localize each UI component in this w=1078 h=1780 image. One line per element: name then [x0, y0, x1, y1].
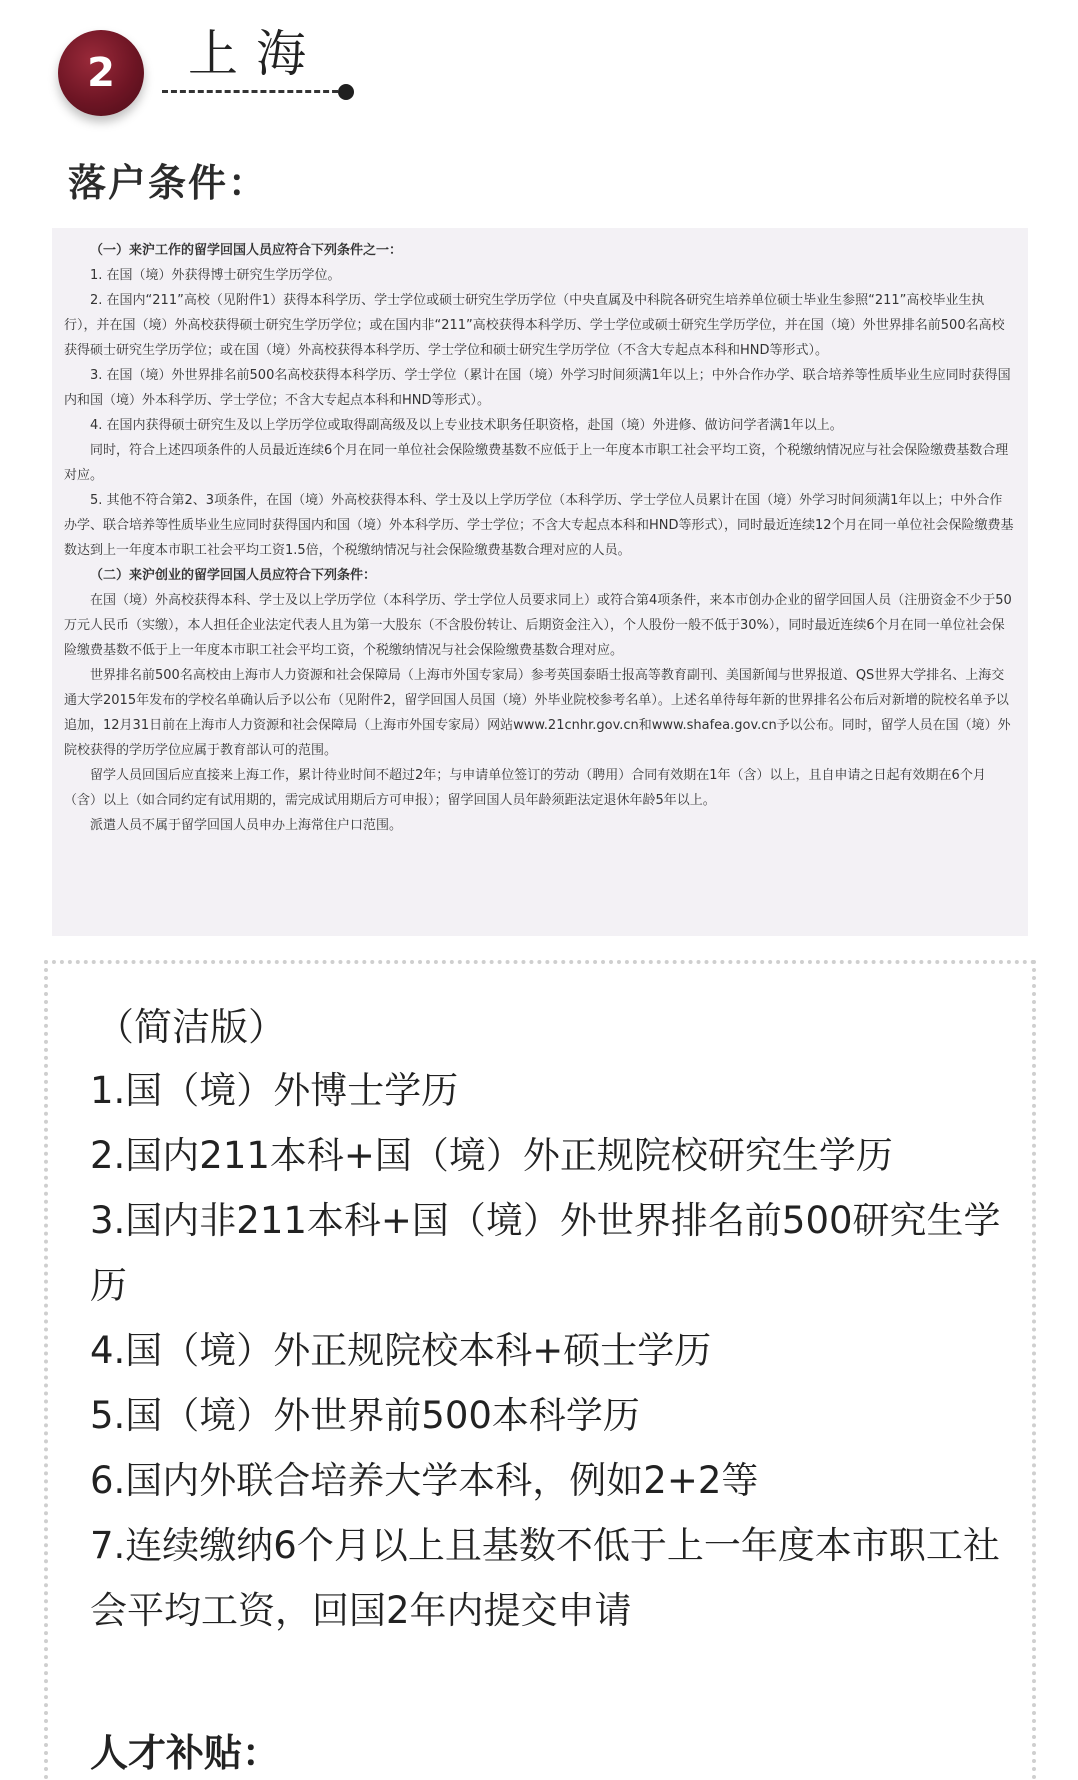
doc-paragraph: 2. 在国内“211”高校（见附件1）获得本科学历、学士学位或硕士研究生学历学位（中央直属及中科院各研究生培养单位硕士毕业生参照“211”高校毕业生执行），并在国（境）外高校获得硕士研究生学历学位；或在国内非“211”高校获得本科学历、学士学位或硕士研究生学历学位，并在国（境）外世界排名前500名高校获得硕士研究生学历学位；或在国（境）外高校获得本科学历、学士学位和硕士研究生学历学位（不含大专起点本科和HND等形式）。 — [64, 293, 1005, 358]
city-title: 上海 — [188, 25, 324, 83]
settlement-conditions-title: 落户条件： — [68, 161, 269, 205]
doc-paragraph: 派遣人员不属于留学回国人员申办上海常住户口范围。 — [90, 818, 403, 833]
summary-item: 4.国（境）外正规院校本科+硕士学历 — [90, 1329, 712, 1372]
doc-subheading-work: （一）来沪工作的留学回国人员应符合下列条件之一： — [90, 243, 403, 258]
doc-subheading-startup: （二）来沪创业的留学回国人员应符合下列条件： — [90, 568, 377, 583]
summary-heading: （简洁版） — [96, 1005, 287, 1049]
section-header — [0, 0, 1078, 140]
summary-item: 7.连续缴纳6个月以上且基数不低于上一年度本市职工社会平均工资，回国2年内提交申请 — [90, 1524, 1000, 1632]
simplified-summary-box — [44, 960, 1036, 1780]
summary-item: 2.国内211本科+国（境）外正规院校研究生学历 — [90, 1134, 893, 1177]
doc-paragraph: 在国（境）外高校获得本科、学士及以上学历学位（本科学历、学士学位人员要求同上）或符合第4项条件，来本市创办企业的留学回国人员（注册资金不少于50万元人民币（实缴），本人担任企业法定代表人且为第一大股东（不含股份转让、后期资金注入），个人股份一般不低于30%），同时最近连续6个月在同一单位社会保险缴费基数不低于上一年度本市职工社会平均工资，个税缴纳情况与社会保险缴费基数合理对应。 — [64, 593, 1012, 658]
section-number-badge: 2 — [58, 30, 144, 116]
summary-item: 1.国（境）外博士学历 — [90, 1069, 459, 1112]
doc-paragraph: 3. 在国（境）外世界排名前500名高校获得本科学历、学士学位（累计在国（境）外学习时间须满1年以上；中外合作办学、联合培养等性质毕业生应同时获得国内和国（境）外本科学历、学士学位；不含大专起点本科和HND等形式）。 — [64, 368, 1011, 408]
doc-paragraph: 4. 在国内获得硕士研究生及以上学历学位或取得副高级及以上专业技术职务任职资格，赴国（境）外进修、做访问学者满1年以上。 — [90, 418, 843, 433]
doc-paragraph: 1. 在国（境）外获得博士研究生学历学位。 — [90, 268, 341, 283]
doc-paragraph: 5. 其他不符合第2、3项条件，在国（境）外高校获得本科、学士及以上学历学位（本科学历、学士学位人员累计在国（境）外学习时间须满1年以上；中外合作办学、联合培养等性质毕业生应同时获得国内和国（境）外本科学历、学士学位；不含大专起点本科和HND等形式），同时最近连续12个月在同一单位社会保险缴费基数达到上一年度本市职工社会平均工资1.5倍，个税缴纳情况与社会保险缴费基数合理对应的人员。 — [64, 493, 1014, 558]
summary-list — [90, 1058, 1020, 1643]
dotted-divider — [162, 90, 347, 93]
summary-item: 3.国内非211本科+国（境）外世界排名前500研究生学历 — [90, 1199, 1001, 1307]
doc-paragraph: 世界排名前500名高校由上海市人力资源和社会保障局（上海市外国专家局）参考英国泰晤士报高等教育副刊、美国新闻与世界报道、QS世界大学排名、上海交通大学2015年发布的学校名单确认后予以公布（见附件2，留学回国人员国（境）外毕业院校参考名单）。上述名单待每年新的世界排名公布后对新增的院校名单予以追加，12月31日前在上海市人力资源和社会保障局（上海市外国专家局）网站www.21cnhr.gov.cn和www.shafea.gov.cn予以公布。同时，留学人员在国（境）外院校获得的学历学位应属于教育部认可的范围。 — [64, 668, 1011, 758]
summary-item: 6.国内外联合培养大学本科，例如2+2等 — [90, 1459, 759, 1502]
doc-paragraph: 留学人员回国后应直接来上海工作，累计待业时间不超过2年；与申请单位签订的劳动（聘用）合同有效期在1年（含）以上，且自申请之日起有效期在6个月（含）以上（如合同约定有试用期的，需完成试用期后方可申报）；留学回国人员年龄须距法定退休年龄5年以上。 — [64, 768, 986, 808]
policy-document-excerpt — [52, 228, 1028, 936]
doc-paragraph: 同时，符合上述四项条件的人员最近连续6个月在同一单位社会保险缴费基数不应低于上一年度本市职工社会平均工资，个税缴纳情况应与社会保险缴费基数合理对应。 — [64, 443, 1009, 483]
divider-dot — [338, 84, 354, 100]
talent-subsidy-title: 人才补贴： — [90, 1731, 281, 1775]
summary-item: 5.国（境）外世界前500本科学历 — [90, 1394, 640, 1437]
